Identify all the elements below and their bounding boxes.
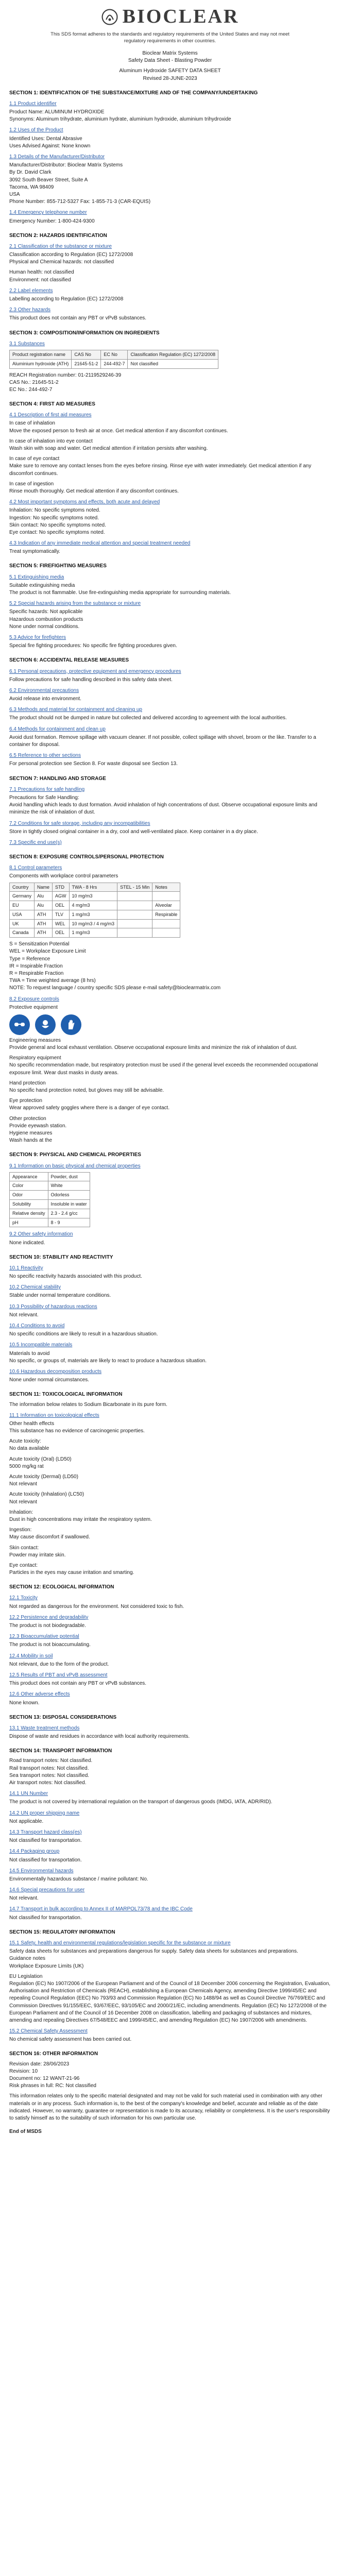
section-16-title: SECTION 16: OTHER INFORMATION	[9, 2051, 98, 2057]
s4-inhal: Move the exposed person to fresh air at once. Get medical attention if any discomfort continues.	[9, 428, 228, 434]
s2-phys: Physical and Chemical hazards: not classified	[9, 259, 114, 265]
doc-id: Aluminum Hydroxide SAFETY DATA SHEET	[119, 68, 221, 74]
section-11-title: SECTION 11: TOXICOLOGICAL INFORMATION	[9, 1392, 123, 1398]
s11-eye: Particles in the eyes may cause irritation and smarting.	[9, 1570, 134, 1576]
table-cell: Appearance	[10, 1172, 48, 1181]
s16-rev-date: Revision date: 28/06/2023	[9, 2061, 70, 2067]
s4-eyes-h: In case of inhalation into eye contact	[9, 438, 93, 444]
s12-p123: The product is not bioaccumulating.	[9, 1642, 91, 1648]
s7-p72: Store in tightly closed original container in a dry, cool and well-ventilated place. Keep container in a dry place.	[9, 828, 258, 835]
table-header: Product registration name	[10, 350, 72, 359]
table-cell: Not classified	[128, 359, 218, 368]
s1-phone: Phone Number: 855-712-5327 Fax: 1-855-71-3 (CAR-EQUIS)	[9, 199, 151, 205]
s6-h65[interactable]: 6.5 Reference to other sections	[9, 753, 81, 759]
s4-treat: Treat symptomatically.	[9, 549, 60, 555]
s11-skin: Powder may irritate skin.	[9, 1552, 66, 1558]
section-6-title: SECTION 6: ACCIDENTAL RELEASE MEASURES	[9, 657, 129, 664]
s6-p64: Avoid dust formation. Remove spillage with vacuum cleaner. If not possible, collect spillage with shovel, broom or the like. Transfer to a container for disposal.	[9, 734, 316, 748]
s6-h64[interactable]: 6.4 Methods for containment and clean up	[9, 726, 106, 732]
s13-h131[interactable]: 13.1 Waste treatment methods	[9, 1725, 80, 1731]
s12-p126: None known.	[9, 1700, 40, 1706]
s11-inh-h: Acute toxicity (Inhalation) (LC50)	[9, 1492, 84, 1498]
s14-h143[interactable]: 14.3 Transport hazard class(es)	[9, 1829, 82, 1835]
s11-acute: No data available	[9, 1446, 49, 1452]
s14-p145: Environmentally hazardous substance / marine pollutant: No.	[9, 1876, 148, 1882]
table-cell: 1 mg/m3	[69, 910, 117, 919]
s1-synonyms: Synonyms: Aluminum trihydrate, aluminium hydrate, aluminium hydroxide, aluminium trihydroxide	[9, 116, 231, 123]
table-row	[10, 1172, 90, 1181]
s15-eu: Regulation (EC) No 1907/2006 of the European Parliament and of the Council of 18 December 2006 concerning the Registration, Evaluation, Authorisation and Restriction of Chemicals (REACH), establishing a European Chemicals Agency, amending Directive 1999/45/EC and repealing Council Regulation (EEC) No 793/93 and Commission Regulation (EC) No 1488/94 as well as Council Directive 76/769/EEC and Commission Directives 91/155/EEC, 93/67/EEC, 93/105/EC and 2000/21/EC, including amendments. Regulation (EC) No 1272/2008 of the European Parliament and of the Council of 16 December 2008 on classification, labelling and packaging of substances and mixtures, amending and repealing Directives 67/548/EEC and 1999/45/EC, and amending Regulation (EC) No 1907/2006 with amendments.	[9, 1980, 331, 2023]
s14-h142[interactable]: 14.2 UN proper shipping name	[9, 1810, 80, 1816]
s14-h147[interactable]: 14.7 Transport in bulk according to Annex II of MARPOL73/78 and the IBC Code	[9, 1906, 193, 1912]
s6-p61: Follow precautions for safe handling described in this safety data sheet.	[9, 676, 173, 683]
s10-h103[interactable]: 10.3 Possibility of hazardous reactions	[9, 1303, 97, 1310]
s10-h106[interactable]: 10.6 Hazardous decomposition products	[9, 1368, 101, 1375]
s9-h91[interactable]: 9.1 Information on basic physical and chemical properties	[9, 1163, 141, 1169]
s9-h92[interactable]: 9.2 Other safety information	[9, 1231, 73, 1238]
s4-ingest: Rinse mouth thoroughly. Get medical attention if any discomfort continues.	[9, 488, 179, 494]
table-row	[10, 928, 180, 938]
s8-p81: Components with workplace control parameters	[9, 873, 118, 879]
table-cell: AGW	[53, 892, 70, 901]
s11-oral: 5000 mg/kg rat	[9, 1463, 44, 1469]
table-cell: EU	[10, 901, 35, 910]
s1-h12[interactable]: 1.2 Uses of the Product	[9, 127, 63, 133]
s9-p92: None indicated.	[9, 1240, 45, 1246]
section-15-title: SECTION 15: REGULATORY INFORMATION	[9, 1929, 115, 1935]
table-header: Country	[10, 883, 35, 892]
s8-eye: Wear approved safety goggles where there is a danger of eye contact.	[9, 1105, 170, 1111]
s10-p105b: No specific, or groups of, materials are likely to react to produce a hazardous situation.	[9, 1358, 207, 1364]
section-14-title: SECTION 14: TRANSPORT INFORMATION	[9, 1748, 112, 1754]
table-cell: Alu	[35, 901, 53, 910]
s11-p111b: This substance has no evidence of carcinogenic properties.	[9, 1428, 145, 1434]
s6-p65: For personal protection see Section 8. For waste disposal see Section 13.	[9, 761, 178, 767]
s10-p101: No specific reactivity hazards associated with this product.	[9, 1274, 142, 1280]
s14-air: Air transport notes: Not classified.	[9, 1780, 87, 1786]
s14-p147: Not classified for transportation.	[9, 1914, 82, 1921]
s2-human: Human health: not classified	[9, 269, 74, 276]
s4-eyec2: Eye contact: No specific symptoms noted.	[9, 529, 105, 535]
intro-notice: This SDS format adheres to the standards and regulatory requirements of the United States and may not meet regulatory requirements in other countries.	[50, 31, 290, 44]
logo-block	[9, 5, 331, 29]
s13-p131: Dispose of waste and residues in accordance with local authority requirements.	[9, 1734, 190, 1740]
s1-addr4: USA	[9, 191, 20, 197]
s12-h123[interactable]: 12.3 Bioaccumulative potential	[9, 1634, 79, 1640]
section-12-title: SECTION 12: ECOLOGICAL INFORMATION	[9, 1584, 114, 1590]
table-cell: Germany	[10, 892, 35, 901]
s10-p104: No specific conditions are likely to result in a hazardous situation.	[9, 1331, 158, 1337]
s6-h61[interactable]: 6.1 Personal precautions, protective equipment and emergency procedures	[9, 668, 181, 674]
s10-h104[interactable]: 10.4 Conditions to avoid	[9, 1323, 65, 1329]
table-cell: Powder, dust	[48, 1172, 90, 1181]
table-header: Name	[35, 883, 53, 892]
s2-env: Environment: not classified	[9, 277, 71, 283]
s11-p111a: Other health effects	[9, 1420, 55, 1427]
s15-p152: No chemical safety assessment has been carried out.	[9, 2037, 132, 2043]
s1-manufacturer: Manufacturer/Distributor: Bioclear Matrix Systems	[9, 162, 123, 168]
s5-h52[interactable]: 5.2 Special hazards arising from the substance or mixture	[9, 601, 141, 607]
table-row	[10, 892, 180, 901]
s8-h81[interactable]: 8.1 Control parameters	[9, 865, 62, 871]
s8-note1: S = Sensitization Potential	[9, 941, 70, 947]
table-cell	[152, 928, 180, 938]
table-header: Notes	[152, 883, 180, 892]
table-cell: Solubility	[10, 1200, 48, 1209]
s2-label: Labelling according to Regulation (EC) 1272/2008	[9, 296, 124, 302]
s7-h73[interactable]: 7.3 Specific end use(s)	[9, 839, 62, 845]
s8-note6: TWA = Time weighted average (8 hrs)	[9, 978, 96, 984]
table-cell	[117, 892, 152, 901]
s8-other-h: Other protection	[9, 1115, 46, 1122]
section-3-title: SECTION 3: COMPOSITION/INFORMATION ON INGREDIENTS	[9, 330, 160, 336]
s12-p121: Not regarded as dangerous for the environment. Not considered toxic to fish.	[9, 1603, 184, 1609]
s1-h13[interactable]: 1.3 Details of the Manufacturer/Distributor	[9, 154, 105, 160]
table-cell: USA	[10, 910, 35, 919]
s8-p82: Protective equipment	[9, 1004, 58, 1010]
s15-p151a: Safety data sheets for substances and preparations dangerous for supply. Safety data sheets for substances and preparations.	[9, 1948, 298, 1955]
section-2-title: SECTION 2: HAZARDS IDENTIFICATION	[9, 232, 107, 239]
s4-h42[interactable]: 4.2 Most important symptoms and effects, both acute and delayed	[9, 499, 160, 505]
s6-h62[interactable]: 6.2 Environmental precautions	[9, 687, 79, 693]
table-header: STEL - 15 Min	[117, 883, 152, 892]
title-block	[9, 50, 331, 82]
s8-eye-h: Eye protection	[9, 1098, 42, 1104]
table-cell: OEL	[53, 901, 70, 910]
s16-supersedes: Document no: 12 WANT-21-96	[9, 2076, 80, 2081]
s12-p124: Not relevant, due to the form of the product.	[9, 1661, 109, 1667]
table-row	[10, 1209, 90, 1218]
table-cell: 8 - 9	[48, 1218, 90, 1227]
s5-media: Suitable extinguishing media	[9, 582, 75, 588]
s8-note5: R = Respirable Fraction	[9, 970, 64, 976]
s4-h41[interactable]: 4.1 Description of first aid measures	[9, 412, 92, 418]
s5-media2: The product is not flammable. Use fire-extinguishing media appropriate for surrounding materials.	[9, 590, 231, 596]
s2-classification: Classification according to Regulation (EC) 1272/2008	[9, 252, 133, 258]
s11-derm-h: Acute toxicity (Dermal) (LD50)	[9, 1474, 78, 1480]
s6-p63: The product should not be dumped in nature but collected and delivered according to agreement with the local authorities.	[9, 715, 287, 721]
s8-other2: Hygiene measures	[9, 1130, 53, 1136]
table-cell: 2.3 - 2.4 g/cc	[48, 1209, 90, 1218]
s14-h141[interactable]: 14.1 UN Number	[9, 1791, 48, 1797]
table-cell: White	[48, 1181, 90, 1191]
table-row	[10, 919, 180, 928]
s8-note3: Type = Reference	[9, 956, 50, 962]
s14-sea: Sea transport notes: Not classified.	[9, 1772, 90, 1778]
s11-intro: The information below relates to Sodium Bicarbonate in its pure form.	[9, 1401, 167, 1408]
s14-h146[interactable]: 14.6 Special precautions for user	[9, 1887, 85, 1893]
s15-eu-h: EU Legislation	[9, 1973, 43, 1979]
doc-type: Safety Data Sheet - Blasting Powder	[128, 58, 212, 64]
properties-table	[9, 1172, 90, 1228]
s11-eye-h: Eye contact:	[9, 1562, 38, 1568]
s8-hand-h: Hand protection	[9, 1080, 46, 1086]
table-cell: 244-492-7	[101, 359, 128, 368]
section-8-title: SECTION 8: EXPOSURE CONTROLS/PERSONAL PROTECTION	[9, 854, 164, 860]
s14-h144[interactable]: 14.4 Packaging group	[9, 1849, 60, 1855]
table-cell	[117, 910, 152, 919]
s14-road: Road transport notes: Not classified.	[9, 1758, 93, 1764]
table-cell: Odor	[10, 1191, 48, 1200]
s11-ingest-h: Ingestion:	[9, 1527, 32, 1533]
s4-eye2: Ingestion: No specific symptoms noted.	[9, 515, 99, 521]
table-cell	[117, 901, 152, 910]
table-cell: Insoluble in water	[48, 1200, 90, 1209]
s4-h43[interactable]: 4.3 Indication of any immediate medical attention and special treatment needed	[9, 540, 191, 547]
table-row	[10, 1181, 90, 1191]
section-13-title: SECTION 13: DISPOSAL CONSIDERATIONS	[9, 1714, 116, 1720]
section-10-title: SECTION 10: STABILITY AND REACTIVITY	[9, 1254, 113, 1260]
s8-note2: WEL = Workplace Exposure Limit	[9, 948, 86, 955]
s5-hazard: Specific hazards: Not applicable	[9, 609, 83, 615]
table-cell	[152, 892, 180, 901]
s4-ingest-h: In case of ingestion	[9, 481, 54, 487]
s12-h125[interactable]: 12.5 Results of PBT and vPvB assessment	[9, 1672, 108, 1678]
s1-product-name: Product Name: ALUMINUM HYDROXIDE	[9, 109, 105, 115]
s3-h31[interactable]: 3.1 Substances	[9, 341, 45, 347]
s3-ec: EC No.: 244-492-7	[9, 386, 53, 393]
s10-p102: Stable under normal temperature conditions.	[9, 1293, 111, 1299]
logo-text: BIOCLEAR	[122, 6, 240, 28]
s1-identified-uses: Identified Uses: Dental Abrasive	[9, 135, 82, 142]
s14-p143: Not classified for transportation.	[9, 1838, 82, 1844]
s12-h124[interactable]: 12.4 Mobility in soil	[9, 1653, 53, 1659]
s10-p103: Not relevant.	[9, 1312, 39, 1318]
s10-h102[interactable]: 10.2 Chemical stability	[9, 1284, 61, 1291]
s14-p141: The product is not covered by international regulation on the transport of dangerous goods (IMDG, IATA, ADR/RID).	[9, 1799, 273, 1805]
table-cell: ATH	[35, 910, 53, 919]
s11-ingest: May cause discomfort if swallowed.	[9, 1534, 90, 1540]
s4-inhal-h: In case of inhalation	[9, 420, 55, 427]
table-cell: Canada	[10, 928, 35, 938]
s5-hazard3: None under normal conditions.	[9, 623, 80, 630]
table-cell	[152, 919, 180, 928]
s10-h105[interactable]: 10.5 Incompatible materials	[9, 1342, 73, 1348]
ppe-pictograms	[9, 1014, 331, 1035]
table-cell: Alveolar	[152, 901, 180, 910]
s8-note4: IR = Inspirable Fraction	[9, 963, 63, 969]
gloves-icon	[61, 1014, 81, 1035]
end-of-msds: End of MSDS	[9, 2129, 42, 2135]
s4-inhal2: Inhalation: No specific symptoms noted.	[9, 507, 100, 514]
s1-addr1: By Dr. David Clark	[9, 170, 52, 176]
s12-h126[interactable]: 12.6 Other adverse effects	[9, 1691, 70, 1698]
s11-derm: Not relevant	[9, 1481, 37, 1487]
dust-mask-icon	[35, 1014, 56, 1035]
table-cell: TLV	[53, 910, 70, 919]
table-cell: Color	[10, 1181, 48, 1191]
s4-eyes: Wash skin with soap and water. Get medical attention if irritation persists after washing.	[9, 446, 208, 451]
s15-h152[interactable]: 15.2 Chemical Safety Assessment	[9, 2028, 88, 2035]
s5-h51[interactable]: 5.1 Extinguishing media	[9, 574, 64, 580]
section-5-title: SECTION 5: FIREFIGHTING MEASURES	[9, 563, 107, 569]
s3-cas: CAS No.: 21645-51-2	[9, 379, 59, 385]
s4-eye-h: In case of eye contact	[9, 456, 60, 462]
table-header: Classification Regulation (EC) 1272/2008	[128, 350, 218, 359]
s7-p71b: Avoid handling which leads to dust formation. Avoid inhalation of high concentrations of dust. Observe occupational exposure limits and minimize the risk of inhalation of dust.	[9, 802, 317, 816]
s6-h63[interactable]: 6.3 Methods and material for containment and cleaning up	[9, 707, 142, 713]
s11-inh: Not relevant	[9, 1499, 37, 1505]
table-cell: 10 mg/m3	[69, 892, 117, 901]
table-cell: 21645-51-2	[72, 359, 101, 368]
s8-eng: Provide general and local exhaust ventilation. Observe occupational exposure limits and minimize the risk of inhalation of dust.	[9, 1045, 298, 1051]
table-row	[10, 1200, 90, 1209]
s1-addr2: 3092 South Beaver Street, Suite A	[9, 177, 88, 183]
s15-p151b: Guidance notes	[9, 1956, 46, 1962]
s1-addr3: Tacoma, WA 98409	[9, 184, 54, 190]
s12-h122[interactable]: 12.2 Persistence and degradability	[9, 1614, 89, 1620]
s8-resp: No specific recommendation made, but respiratory protection must be used if the general level exceeds the recommended occupational exposure limit. Wear dust masks in dusty areas.	[9, 1062, 318, 1076]
s10-p106: None under normal circumstances.	[9, 1377, 90, 1383]
goggles-icon	[9, 1014, 30, 1035]
s2-h23[interactable]: 2.3 Other hazards	[9, 307, 51, 313]
s1-h14[interactable]: 1.4 Emergency telephone number	[9, 210, 87, 216]
s4-eye: Make sure to remove any contact lenses from the eyes before rinsing. Rinse eye with water immediately. Get medical attention if any discomfort continues.	[9, 463, 312, 477]
section-4-title: SECTION 4: FIRST AID MEASURES	[9, 401, 95, 408]
s8-other1: Provide eyewash station.	[9, 1123, 67, 1129]
s5-hazard2: Hazardous combustion products	[9, 616, 83, 622]
s14-rail: Rail transport notes: Not classified.	[9, 1765, 89, 1771]
s8-resp-h: Respiratory equipment	[9, 1055, 61, 1061]
s2-other: This product does not contain any PBT or vPvB substances.	[9, 315, 147, 321]
table-cell	[117, 928, 152, 938]
table-row	[10, 910, 180, 919]
s15-p151c: Workplace Exposure Limits (UK)	[9, 1963, 84, 1969]
table-cell: ATH	[35, 919, 53, 928]
exposure-table	[9, 883, 180, 938]
bioclear-logo-icon	[101, 8, 118, 26]
s2-h22[interactable]: 2.2 Label elements	[9, 287, 53, 294]
s8-h82[interactable]: 8.2 Exposure controls	[9, 996, 59, 1002]
s11-oral-h: Acute toxicity (Oral) (LD50)	[9, 1456, 72, 1462]
s14-p146: Not relevant.	[9, 1895, 39, 1902]
table-row	[10, 359, 218, 368]
product-line: Bioclear Matrix Systems	[142, 50, 198, 56]
s15-h151[interactable]: 15.1 Safety, health and environmental regulations/legislation specific for the substance or mixture	[9, 1940, 231, 1946]
s16-risk: Risk phrases in full: RC: Not classified	[9, 2083, 96, 2089]
s7-p71a: Precautions for Safe Handling:	[9, 794, 79, 801]
section-7-title: SECTION 7: HANDLING AND STORAGE	[9, 775, 106, 782]
s14-p142: Not applicable.	[9, 1818, 44, 1824]
s4-skin2: Skin contact: No specific symptoms noted.	[9, 522, 106, 528]
table-header: STD	[53, 883, 70, 892]
s10-h101[interactable]: 10.1 Reactivity	[9, 1265, 43, 1271]
table-cell: Aluminium hydroxide (ATH)	[10, 359, 72, 368]
revision: Revised 28-JUNE-2023	[143, 75, 197, 81]
table-cell: Relative density	[10, 1209, 48, 1218]
table-row	[10, 1191, 90, 1200]
table-cell: 1 mg/m3	[69, 928, 117, 938]
s12-p125: This product does not contain any PBT or vPvB substances.	[9, 1681, 147, 1687]
s7-h71[interactable]: 7.1 Precautions for safe handling	[9, 786, 85, 792]
s14-p144: Not classified for transportation.	[9, 1857, 82, 1863]
s2-h21[interactable]: 2.1 Classification of the substance or mixture	[9, 243, 112, 249]
section-9-title: SECTION 9: PHYSICAL AND CHEMICAL PROPERTIES	[9, 1152, 141, 1158]
section-1-title: SECTION 1: IDENTIFICATION OF THE SUBSTANCE/MIXTURE AND OF THE COMPANY/UNDERTAKING	[9, 90, 258, 96]
table-cell: pH	[10, 1218, 48, 1227]
table-row	[10, 1218, 90, 1227]
s1-h11[interactable]: 1.1 Product identifier	[9, 100, 57, 107]
table-cell	[117, 919, 152, 928]
s1-emergency: Emergency Number: 1-800-424-9300	[9, 218, 95, 224]
s5-advice: Special fire fighting procedures: No specific fire fighting procedures given.	[9, 643, 177, 649]
table-cell: ATH	[35, 928, 53, 938]
table-cell: UK	[10, 919, 35, 928]
s7-h72[interactable]: 7.2 Conditions for safe storage, including any incompatibilities	[9, 820, 150, 826]
table-header: TWA - 8 Hrs	[69, 883, 117, 892]
table-cell: 4 mg/m3	[69, 901, 117, 910]
s14-h145[interactable]: 14.5 Environmental hazards	[9, 1868, 74, 1874]
s1-uses-advised: Uses Advised Against: None known	[9, 143, 91, 149]
s11-inhal: Dust in high concentrations may irritate the respiratory system.	[9, 1516, 152, 1522]
table-cell: Alu	[35, 892, 53, 901]
s8-note7: NOTE: To request language / country specific SDS please e-mail safety@bioclearmatrix.com	[9, 985, 221, 991]
s8-other3: Wash hands at the	[9, 1138, 53, 1144]
composition-table	[9, 350, 218, 369]
s12-p122: The product is not biodegradable.	[9, 1623, 86, 1629]
s11-inhal-h: Inhalation:	[9, 1509, 33, 1515]
table-cell: Respirable	[152, 910, 180, 919]
s11-skin-h: Skin contact:	[9, 1545, 39, 1551]
s6-p62: Avoid release into environment.	[9, 696, 81, 702]
table-row	[10, 901, 180, 910]
s5-h53[interactable]: 5.3 Advice for firefighters	[9, 634, 66, 640]
s11-h111[interactable]: 11.1 Information on toxicological effects	[9, 1412, 99, 1418]
table-header: EC No	[101, 350, 128, 359]
s16-disclaimer: This information relates only to the specific material designated and may not be valid for such material used in combination with any other materials or in any process. Such information is, to the best of the company's knowledge and belief, accurate and reliable as of the date indicated. However, no warranty, guarantee or representation is made to its accuracy, reliability or completeness. It is the user's responsibility to satisfy himself as to the suitability of such information for his own particular use.	[9, 2093, 330, 2121]
s12-h121[interactable]: 12.1 Toxicity	[9, 1595, 38, 1601]
table-cell: OEL	[53, 928, 70, 938]
s16-rev: Revision: 10	[9, 2068, 38, 2074]
s8-eng-h: Engineering measures	[9, 1037, 61, 1043]
table-cell: 10 mg/m3 / 4 mg/m3	[69, 919, 117, 928]
table-cell: WEL	[53, 919, 70, 928]
s10-p105a: Materials to avoid	[9, 1350, 50, 1357]
s8-hand: No specific hand protection noted, but gloves may still be advisable.	[9, 1088, 164, 1094]
s3-reach: REACH Registration number: 01-2119529246-39	[9, 372, 122, 378]
s11-acute-h: Acute toxicity:	[9, 1438, 41, 1445]
table-cell: Odorless	[48, 1191, 90, 1200]
table-header: CAS No	[72, 350, 101, 359]
